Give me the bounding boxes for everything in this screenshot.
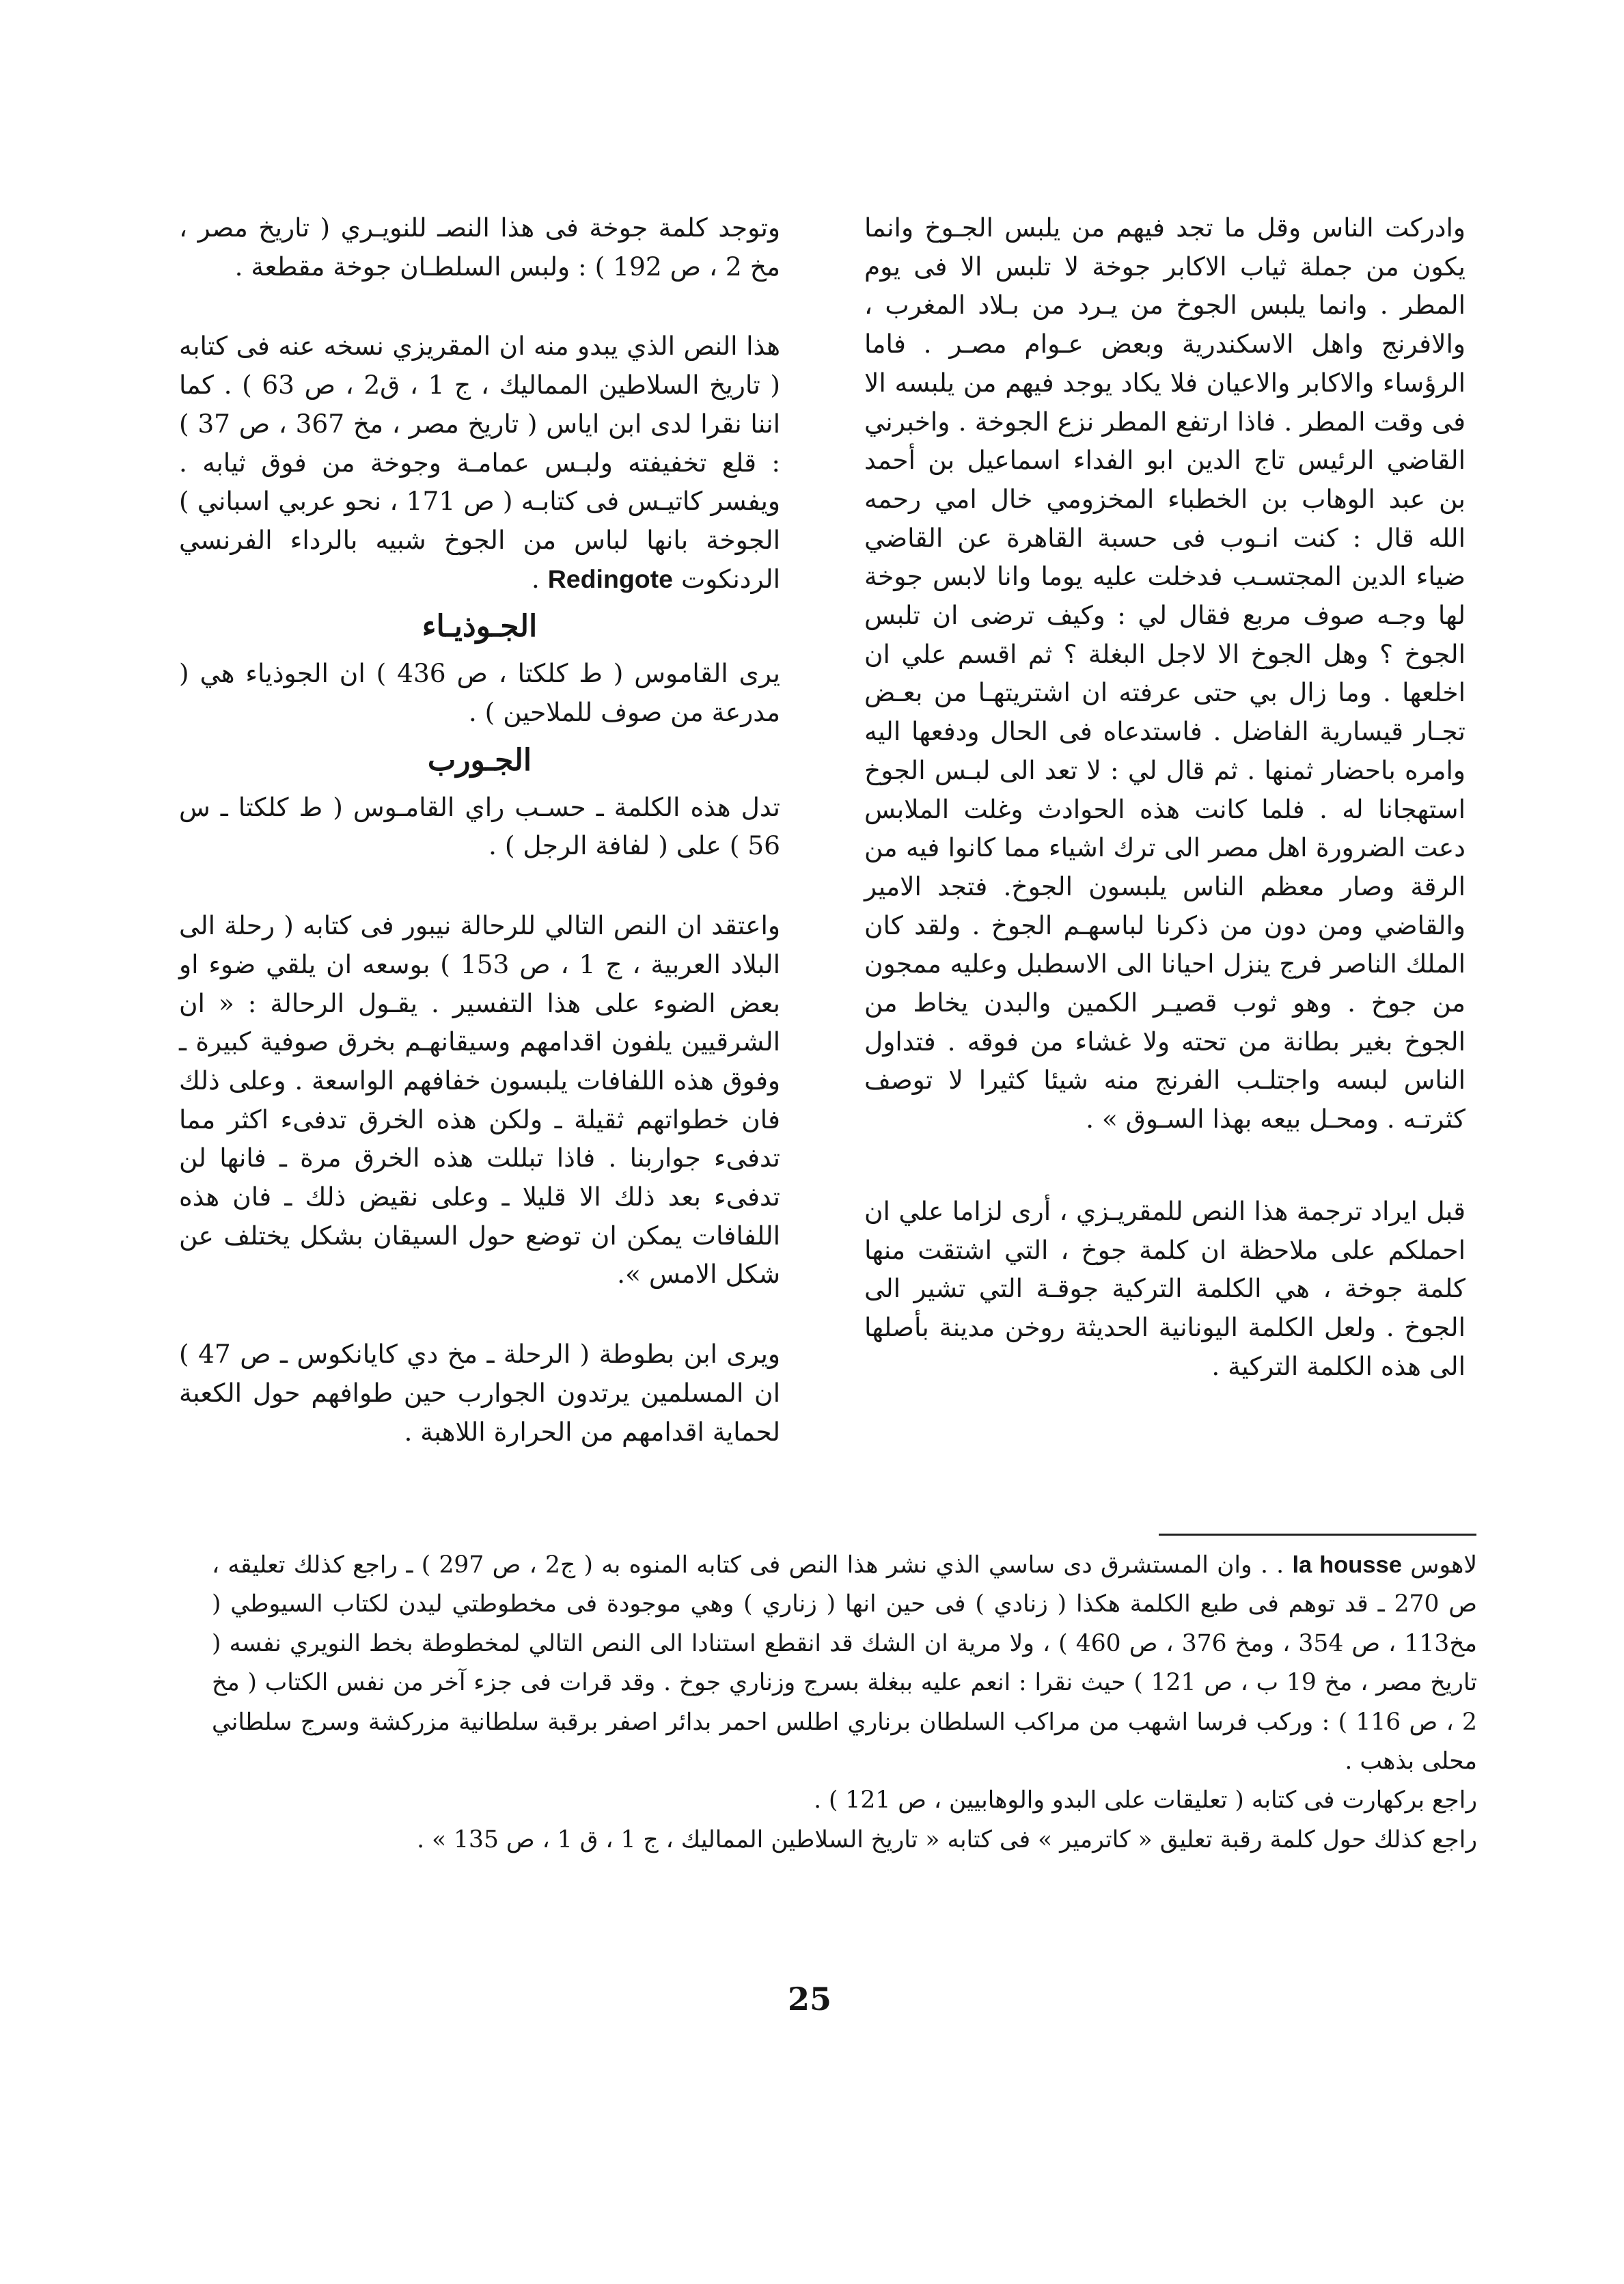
left-paragraph-2-end: .	[531, 563, 540, 594]
left-paragraph-2-text: هذا النص الذي يبدو منه ان المقريزي نسخه عنه فى كتابه ( تاريخ السلاطين المماليك ، ج 1 ، ق2 ، ص 63 ) . كما اننا نقرا لدى ابن اياس ( تاريخ مصر ، مخ 367 ، ص 37 ) : قلع تخفيفته ولبـس عمامـة وجوخة من فوق ثيابه . ويفسر كاتيـس فى كتابـه ( ص 171 ، نحو عربي اسباني ) الجوخة بانها لباس من الجوخ شبيه بالرداء الفرنسي الردنكوت	[179, 331, 780, 594]
section-heading-jawrab: الجـورب	[427, 742, 532, 778]
right-paragraph-2: قبل ايراد ترجمة هذا النص للمقريـزي ، أرى لزاما علي ان احملكم على ملاحظة ان كلمة جوخ ، التي اشتقت منها كلمة جوخة ، هي الكلمة التركية جوقـة التي تشير الى الجوخ . ولعل الكلمة اليونانية الحديثة روخن مدينة بأصلها الى هذه الكلمة التركية .	[864, 1195, 1465, 1381]
footnotes	[212, 1546, 1477, 1860]
right-column	[864, 208, 1465, 1385]
page-number: 25	[787, 1981, 831, 2017]
left-column	[179, 208, 780, 1451]
footnote-1-text: . . وان المستشرق دى ساسي الذي نشر هذا النص فى كتابه المنوه به ( ج2 ، ص 297 ) ـ راجع كذلك تعليقه ، ص 270 ـ قد توهم فى طبع الكلمة هكذا ( زنادي ) فى حين انها ( زناري ) وهي موجودة فى مخطوطتي ليدن لكتاب السيوطي ( مخ113 ، ص 354 ، ومخ 376 ، ص 460 ) ، ولا مرية ان الشك قد انقطع استنادا الى النص التالي لمخطوطة بخط النويري نفسه ( تاريخ مصر ، مخ 19 ب ، ص 121 ) حيث نقرا : انعم عليه ببغلة بسرج وزناري جوخ . وقد قرات فى جزء آخر من نفس الكتاب ( مخ 2 ، ص 116 ) : وركب فرسا اشهب من مراكب السلطان برناري اطلس احمر بدائر اصفر برقبة سلطانية مزركشة وسرج سلطاني محلى بذهب .	[212, 1551, 1478, 1776]
footnote-1-lead: لاهوس	[1410, 1551, 1478, 1579]
right-paragraph-1: وادركت الناس وقل ما تجد فيهم من يلبس الجـوخ وانما يكون من جملة ثياب الاكابر جوخة لا تلبس الا فى يوم المطر . وانما يلبس الجوخ من يـرد من بـلاد المغرب ، والافرنج واهل الاسكندرية وبعض عـوام مصـر . فاما الرؤساء والاكابر والاعيان فلا يكاد يوجد فيهم من يلبسه الا فى وقت المطر . فاذا ارتفع المطر نزع الجوخة . واخبرني القاضي الرئيس تاج الدين ابو الفداء اسماعيل بن أحمد بن عبد الوهاب بن الخطباء المخزومي خال امي رحمه الله قال : كنت انـوب فى حسبة القاهرة عن القاضي ضياء الدين المجتسـب فدخلت عليه يوما وانا لابس جوخة لها وجـه صوف مربع فقال لي : وكيف ترضى ان تلبس الجوخ ؟ وهل الجوخ الا لاجل البغلة ؟ ثم اقسم علي ان اخلعها . وما زال بي حتى عرفته ان اشتريتهـا من بعـض تجـار قيسارية الفاضل . فاستدعاه فى الحال ودفعها اليه وامره باحضار ثمنها . ثم قال لي : لا تعد الى لبـس الجوخ استهجانا له . فلما كانت هذه الحوادث وغلت الملابس دعت الضرورة اهل مصر الى ترك اشياء مما كانوا فيه من الرقة وصار معظم الناس يلبسون الجوخ. فتجد الامير والقاضي ومن دون من ذكرنا لباسهـم الجوخ . ولقد كان الملك الناصر فرج ينزل احيانا الى الاسطبل وعليه ممجون من جوخ . وهو ثوب قصيـر الكمين والبدن يخاط من الجوخ بغير بطانة من تحته ولا غشاء من فوقه . فتداول الناس لبسه واجتلـب الفرنج منه شيئا كثيرا لا توصف كثرتـه . ومحـل بيعه بهذا السـوق » .	[864, 213, 1465, 1134]
latin-term-redingote: Redingote	[547, 564, 674, 593]
footnote-2: راجع بركهارت فى كتابه ( تعليقات على البدو والوهابيين ، ص 121 ) .	[814, 1786, 1477, 1814]
left-paragraph-2	[179, 327, 780, 598]
left-paragraph-3: يرى القاموس ( ط كلكتا ، ص 436 ) ان الجوذياء هي ( مدرعة من صوف للملاحين ) .	[179, 658, 780, 728]
left-paragraph-6: ويرى ابن بطوطة ( الرحلة ـ مخ دي كايانكوس ـ ص 47 ) ان المسلمين يرتدون الجوارب حين طوافهم حول الكعبة لحماية اقدامهم من الحرارة اللاهبة .	[179, 1339, 780, 1447]
footnote-1	[212, 1546, 1477, 1781]
left-paragraph-5: واعتقد ان النص التالي للرحالة نيبور فى كتابه ( رحلة الى البلاد العربية ، ج 1 ، ص 153 ) بوسعه ان يلقي ضوء او بعض الضوء على هذا التفسير . يقـول الرحالة : « ان الشرقيين يلفون اقدامهم وسيقانهـم بخرق صوفية كبيرة ـ وفوق هذه اللفافات يلبسون خفافهم الواسعة . وعلى ذلك فان خطواتهم ثقيلة ـ ولكن هذه الخرق تدفىء اكثر مما تدفىء جواربنا . فاذا تبللت هذه الخرق مرة ـ فانها لن تدفىء بعد ذلك الا قليلا ـ وعلى نقيض ذلك ـ فان هذه اللفافات يمكن ان توضع حول السيقان بشكل يختلف عن شكل الامس ».	[179, 910, 780, 1290]
footnote-3: راجع كذلك حول كلمة رقبة تعليق « كاترمير » فى كتابه « تاريخ السلاطين المماليك ، ج 1 ، ق 1 ، ص 135 » .	[417, 1825, 1477, 1853]
left-paragraph-1: وتوجد كلمة جوخة فى هذا النصـ للنويـري ( تاريخ مصر ، مخ 2 ، ص 192 ) : ولبس السلطـان جوخة مقطعة .	[179, 213, 780, 282]
left-paragraph-4: تدل هذه الكلمة ـ حسـب راي القامـوس ( ط كلكتا ـ س 56 ) على ( لفافة الرجل ) .	[179, 791, 780, 861]
section-heading-jawdhiya: الجـوذيـاء	[422, 609, 538, 644]
latin-term-la-housse: la housse	[1292, 1552, 1402, 1578]
footnote-separator	[1159, 1534, 1476, 1536]
